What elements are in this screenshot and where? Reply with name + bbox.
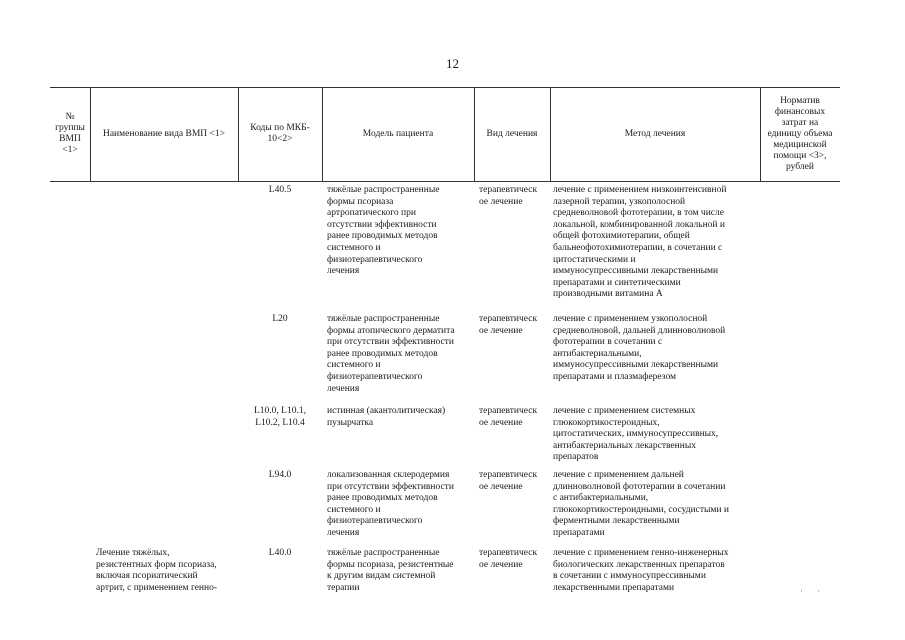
row-method: лечение с применением системных глюкокортикостероидных, цитостатических, иммуносупрессивных, антибактериальных лекарственных препаратов (553, 406, 719, 463)
row-treatment-type: терапевтическ ое лечение (479, 185, 538, 207)
row-code: L20 (272, 314, 288, 324)
row-model: локализованная склеродермия при отсутствии эффективности ранее проводимых методов системного и физиотерапевтического лечения (327, 470, 454, 538)
row-code: L94.0 (268, 470, 292, 480)
row-model: истинная (акантолитическая) пузырчатка (327, 406, 446, 428)
row-code: L40.0 (268, 548, 292, 558)
page-number: 12 (446, 56, 459, 71)
row-method: лечение с применением низкоинтенсивной лазерной терапии, узкополосной средневолновой фототерапии, в том числе локальной, комбинированной локальной и общей фотохимиотерапии, общей бальнеофотохимиотерапии, в сочетании с цитостатическими и иммуносупрессивными лекарственными препаратами и синтетическими производными витамина А (553, 185, 727, 300)
header-norm: Норматив финансовых затрат на единицу объема медицинской помощи <3>, рублей (767, 95, 833, 172)
row-treatment-type: терапевтическ ое лечение (479, 314, 538, 336)
row-treatment-type: терапевтическ ое лечение (479, 548, 538, 570)
row-model: тяжёлые распространенные формы псориаза артропатического при отсутствии эффективности ранее проводимых методов системного и физиотерапевтического лечения (327, 185, 440, 277)
row-method: лечение с применением узкополосной средневолновой, дальней длинноволновой фототерапии в сочетании с антибактериальными, иммуносупрессивными лекарственными препаратами и плазмаферезом (553, 314, 726, 382)
scan-artifact: · · (800, 586, 827, 596)
row-treatment-type: терапевтическ ое лечение (479, 470, 538, 492)
row-name: Лечение тяжёлых, резистентных форм псориаза, включая псориатический артрит, с применением генно- (96, 548, 218, 593)
header-treatment-type: Вид лечения (486, 128, 538, 139)
header-group: № группы ВМП <1> (55, 112, 85, 155)
row-code: L40.5 (268, 185, 292, 195)
header-bottom-border (50, 181, 840, 182)
row-method: лечение с применением генно-инженерных биологических лекарственных препаратов в сочетании с иммуносупрессивными лекарственными препаратами (553, 548, 729, 593)
header-method: Метод лечения (624, 128, 686, 139)
header-model: Модель пациента (362, 128, 434, 139)
header-codes: Коды по МКБ- 10<2> (250, 123, 310, 144)
row-method: лечение с применением дальней длинноволновой фототерапии в сочетании с антибактериальными, глюкокортикостероидными, сосудистыми и ферментными лекарственными препаратами (553, 470, 729, 538)
header-name: Наименование вида ВМП <1> (102, 128, 226, 139)
row-treatment-type: терапевтическ ое лечение (479, 406, 538, 428)
row-model: тяжёлые распространенные формы атопического дерматита при отсутствии эффективности ранее проводимых методов системного и физиотерапевтического лечения (327, 314, 455, 394)
row-model: тяжёлые распространенные формы псориаза, резистентные к другим видам системной терапии (327, 548, 454, 593)
row-code: L10.0, L10.1, L10.2, L10.4 (254, 406, 306, 428)
